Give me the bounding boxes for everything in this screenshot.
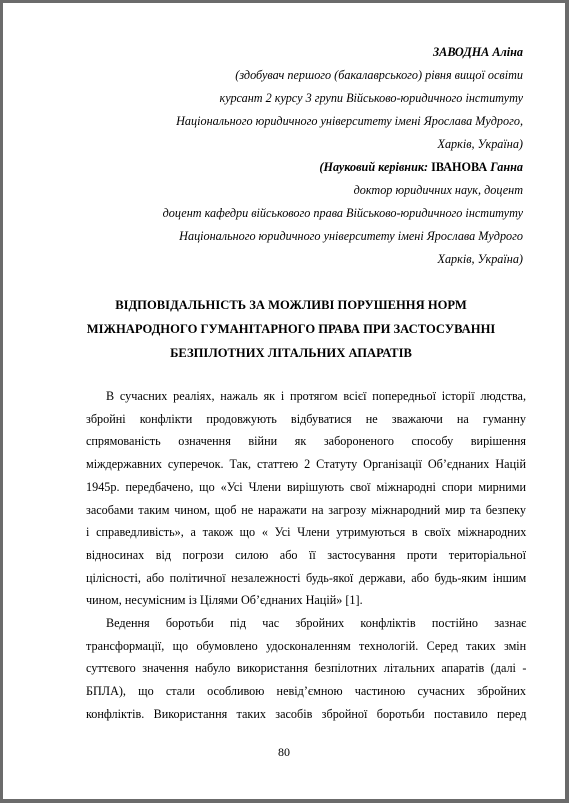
supervisor-label: (Науковий керівник:: [319, 160, 429, 174]
author-affiliation-2: курсант 2 курсу 3 групи Військово-юридичного інституту: [219, 91, 523, 105]
text-line: конфліктів. Використання таких засобів збройної боротьби поставило перед: [86, 706, 527, 721]
article-title: [61, 293, 521, 365]
supervisor-given-name: Ганна: [490, 160, 523, 174]
author-affiliation-1: (здобувач першого (бакалаврського) рівня вищої освіти: [235, 68, 523, 82]
article-body: [86, 385, 526, 726]
text-line: чином, несумісним із Цілями Об’єднаних Націй» [1].: [86, 593, 363, 608]
title-line: МІЖНАРОДНОГО ГУМАНІТАРНОГО ПРАВА ПРИ ЗАСТОСУВАННІ: [86, 322, 496, 336]
text-line: БПЛА), що стали особливою невід’ємною частиною сучасних збройних: [86, 684, 526, 699]
document-page: [3, 3, 565, 799]
text-line: відносинах від погрози силою або її застосування проти територіальної: [86, 547, 526, 562]
author-surname: ЗАВОДНА: [432, 45, 490, 59]
title-line: БЕЗПІЛОТНИХ ЛІТАЛЬНИХ АПАРАТІВ: [170, 346, 412, 360]
text-line: суттєвого значення набуло використання безпілотних літальних апаратів (далі -: [86, 661, 527, 676]
supervisor-surname: ІВАНОВА: [431, 160, 488, 174]
author-affiliation-4: Харків, Україна): [437, 137, 523, 151]
author-block: [163, 41, 523, 271]
text-line: і справедливість», а також що « Усі Члени утримуються в своїх міжнародних: [86, 525, 527, 540]
supervisor-name-line: [163, 156, 523, 179]
supervisor-affiliation-3: Національного юридичного університету імені Ярослава Мудрого: [179, 229, 523, 243]
text-line: Ведення боротьби під час збройних конфліктів постійно зазнає: [106, 616, 527, 631]
author-name-line: [163, 41, 523, 64]
supervisor-affiliation-2: доцент кафедри військового права Військово-юридичного інституту: [162, 206, 523, 220]
title-line: ВІДПОВІДАЛЬНІСТЬ ЗА МОЖЛИВІ ПОРУШЕННЯ НОРМ: [115, 298, 467, 312]
supervisor-affiliation-4: Харків, Україна): [437, 252, 523, 266]
author-affiliation-3: Національного юридичного університету імені Ярослава Мудрого,: [176, 114, 523, 128]
text-line: 1945р. передбачено, що «Усі Члени вирішують свої міжнародні спори мирними: [86, 479, 526, 494]
text-line: спрямованість означення війни як забороненого способу вирішення: [86, 434, 526, 449]
author-given-name: Аліна: [492, 45, 523, 59]
paragraph-1: [86, 385, 526, 612]
text-line: трансформації, що обумовлено удосконаленням технологій. Серед таких змін: [86, 638, 527, 653]
supervisor-affiliation-1: доктор юридичних наук, доцент: [353, 183, 523, 197]
text-line: В сучасних реаліях, нажаль як і протягом всієї попередньої історії людства,: [106, 389, 526, 403]
page-number: 80: [278, 745, 290, 759]
text-line: цілісності, або політичної незалежності будь-якої держави, або будь-яким іншим: [86, 570, 527, 585]
paragraph-2: [86, 612, 526, 726]
text-line: засобами таким чином, щоб не наражати на загрозу міжнародний мир та безпеку: [86, 502, 526, 517]
text-line: збройні конфлікти продовжують відбуватися не зважаючи на гуманну: [86, 411, 526, 426]
text-line: міждержавних суперечок. Так, статтею 2 Статуту Організації Об’єднаних Націй: [86, 457, 526, 472]
